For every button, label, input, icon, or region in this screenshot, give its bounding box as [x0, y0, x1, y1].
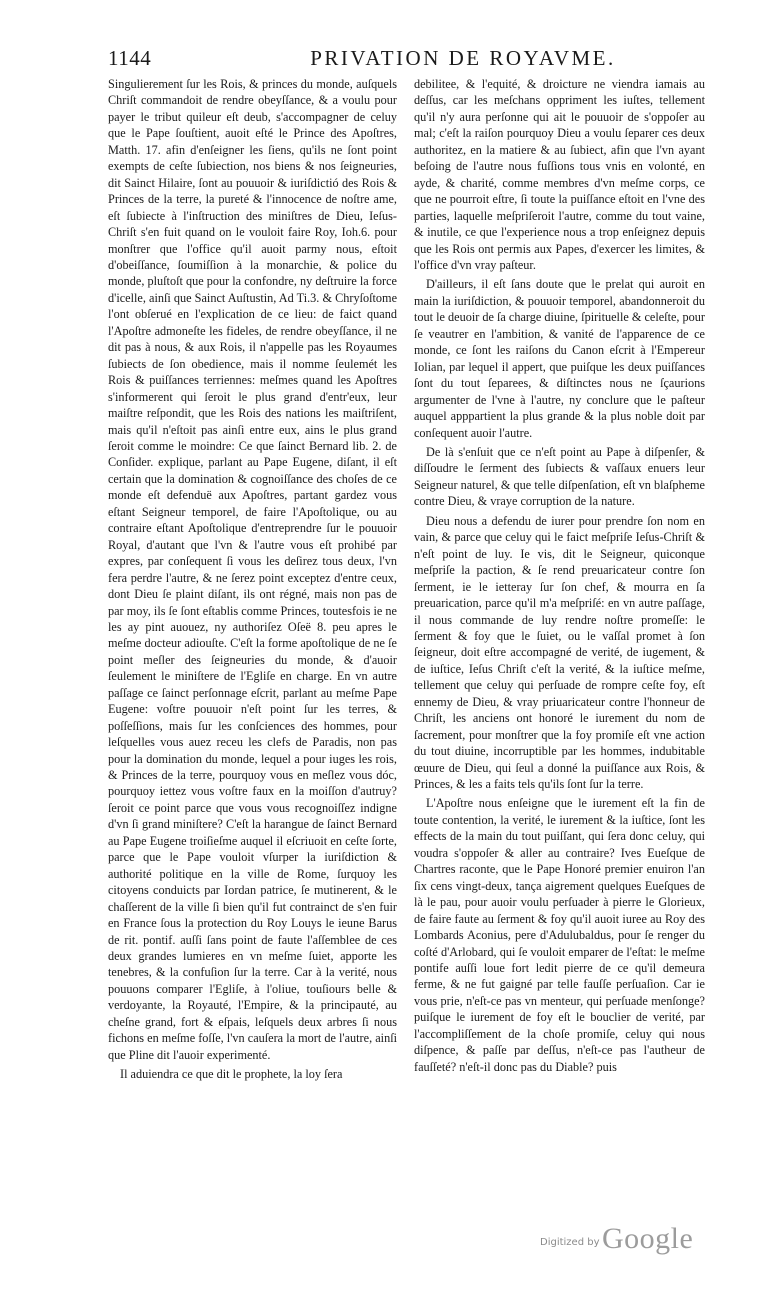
- paragraph: Dieu nous a defendu de iurer pour prendre ſon nom en vain, & parce que celuy qui le faict meſpriſe Ieſus-Chriſt & n'eſt point de luy. Ie vis, dit le Seigneur, quiconque meſpriſe la paction, & ſe rend preuaricateur contre ſon ſerment, ie le ietteray ſur ſon chef, & mourra en ſa preuarication, parce qu'il m'a meſpriſé: en vn autre paſſage, il nous commande de luy rendre noſtre promeſſe: le ſerment & foy que le ſuiet, ou le vaſſal promet à ſon ſeigneur, doit eſtre accompagné de verité, de iugement, & de iuſtice, Ieſus Chriſt c'eſt la verité, & la iuſtice meſme, tellement que celuy qui perſuade de rompre ceſte foy, eſt ennemy de Dieu, & vray priuaricateur contre l'honneur de Chriſt, les anciens ont honoré le iurement du nom de ſacrement, pour monſtrer que la foy promiſe eſt vne action du tout diuine, incorruptible par les hommes, indubitable œuure de Dieu, qui ſeul a donné la puiſſance aux Rois, & Princes, & les a faits tels qu'ils ſont ſur la terre.: [414, 513, 705, 792]
- right-column: [414, 76, 705, 1216]
- google-logo: Google: [602, 1222, 694, 1255]
- paragraph: D'ailleurs, il eſt ſans doute que le prelat qui auroit en main la iuriſdiction, & pouuoir temporel, abandonneroit du tout le deuoir de ſa charge diuine, ſpirituelle & celeſte, pour ſe veautrer en l'ambition, & vanité de l'apparence de ce monde, ce ſont les raiſons du Canon eſcrit à l'Empereur Iolian, par lequel il appert, que puiſque les deux puiſſances ſont du tout ſeparees, & diſtinctes nous ne ſçaurions argumenter de l'vne à l'autre, ny conclure que le paſteur auquel apppartient la plus grande & la plus noble doit par conſequent auoir l'autre.: [414, 277, 705, 440]
- digitization-stamp: [540, 1222, 710, 1262]
- left-column: [108, 76, 397, 1216]
- running-title: PRIVATION DE ROYAVME.: [310, 46, 616, 70]
- digitized-by-label: Digitized by: [540, 1237, 600, 1248]
- paragraph: debilitee, & l'equité, & droicture ne viendra iamais au deſſus, car les meſchans oppriment les iuſtes, tellement qu'il n'y aura perſonne qui ait le pouuoir de s'oppoſer au mal; c'eſt la raiſon pourquoy Dieu a voulu ſeparer ces deux authoritez, en la matiere & au ſubiect, afin que l'vn ayant beſoing de l'autre nous fuſſions tous vnis en volonté, en ayde, & charité, comme membres d'vn meſme corps, ce que ne pourroit eſtre, ſi toute la puiſſance eſtoit en l'vne des parties, laquelle meſpriſeroit l'autre, comme du tout vaine, & inutile, ce que l'experience nous a trop enſeignez depuis que les Rois ont permis aux Papes, d'exercer les limites, & l'office d'vn vray paſteur.: [414, 77, 705, 272]
- paragraph: Il aduiendra ce que dit le prophete, la loy ſera: [120, 1067, 343, 1082]
- page-header: [108, 46, 708, 76]
- paragraph: L'Apoſtre nous enſeigne que le iurement eſt la fin de toute contention, la verité, le iurement & la iuſtice, ſont les effects de la main du tout puiſſant, qui ſera donc celuy, qui voudra s'oppoſer & aller au contraire? Ives Eueſque de Chartres raconte, que le Pape Honoré premier enuiron l'an ſix cens vingt-deux, tança aigrement quelques Eueſques de là le pau, pour auoir voulu perſuader à pierre le Glorieux, de faire faute au ſerment & foy qu'il auoit iuree au Roy des Lombards Aconius, pere d'Adulubaldus, pour ſe renger du coſté d'Arlobard, qui ſe vouloit emparer de l'eſtat: le meſme pontife auſſi loue fort ledit pierre de ce qu'il demeura ferme, & ne fut gaigné par telle fauſſe perſuaſion. Car ie vous prie, n'eſt-ce pas vn menteur, qui perſuade menſonge? puiſque le iurement de foy eſt le bouclier de verité, par l'accompliſſement de la choſe promiſe, celuy qui nous diſpence, & paſſe par deſſus, n'eſt-ce pas l'autheur de fauſſeté? n'eſt-il donc pas du Diable? puis: [414, 796, 705, 1074]
- paragraph: Singulierement ſur les Rois, & princes du monde, auſquels Chriſt commandoit de rendre obeyſſance, & a voulu pour payer le tribut quileur eſt deub, s'accompagner de celuy que le Pape ſouſtient, auoit eſté le Prince des Apoſtres, Matth. 17. afin d'enſeigner les ſiens, qu'ils ne ſont point exempts de ceſte ſubiection, nos biens & nos ſeigneuries, dit Sainct Hilaire, ſont au pouuoir & iuriſdictió des Rois & Princes de la terre, la pureté & l'innocence de noſtre ame, eſt ſubiecte à l'inſtruction des miniſtres de Dieu, Ieſus-Chriſt s'en fuit quand on le vouloit faire Roy, Ioh.6. pour monſtrer que l'office qu'il auoit parmy nous, eſtoit d'obeiſſance, ſoumiſſion à la monarchie, & police du monde, pluſtoſt que pour la confondre, ny deſtruire la force d'icelle, ainſi que Sainct Auſtustin, Ad Ti.3. & Chryſoſtome l'ont obſerué en l'explication de ce lieu: de faict quand l'Apoſtre admoneſte les fideles, de rendre obeyſſance, il ne dit pas à nous, & aux Rois, il n'appelle pas les Royaumes ſubiects de ſon obedience, mais il nomme ſeulemét les Rois & puiſſances terriennes: meſmes quand les Apoſtres s'informerent qui ſeroit le plus grand d'entr'eux, leur maiſtre reſpondit, que les Rois des nations les maiſtriſent, mais qu'il n'eſtoit pas ainſi entre eux, ains le plus grand ſeroit comme le moindre: Ce que ſainct Bernard lib. 2. de Conſider. explique, parlant au Pape Eugene, diſant, il eſt certain que la domination & cognoiſſance des choſes de ce monde eſt defenduë aux Apoſtres, partant gardez vous eſtant Seigneur temporel, de faire l'Apoſtolique, ou au contraire eſtant Apoſtolique d'entreprendre ſur le pouuoir Royal, d'autant que l'vn & l'autre vous eſt prohibé par expres, par conſequent ſi vous les deſirez tous deux, l'vn fera perdre l'autre, & ne ſerez point exceptez d'entre ceux, dont Dieu ſe plaint diſant, ils ont régné, mais non pas de par moy, ils ſe ſont eſtablis comme Princes, toutesfois ie ne les ay pint auouez, ny authoriſez Oſeë 8. peu apres le meſme docteur adiouſte. C'eſt la forme apoſtolique de ne ſe point meſler des ſeigneuries du monde, & d'auoir ſeulement le miniſtere de l'Egliſe en charge. En vn autre paſſage ce ſainct perſonnage eſcrit, parlant au meſme Pape Eugene: voſtre pouuoir n'eſt point ſur les terres, & poſſeſſions, mais ſur les conſciences des hommes, pour leſquelles vous auez receu les clefs de Paradis, non pas pour la domination du monde, lequel a pour iuges les rois, & Princes de la terre, pourquoy vous en meſlez vous dóc, pourquoy iettez vous voſtre faux en la moiſſon d'autruy? ſeroit ce point parce que vous vous recognoiſſez indigne d'vn ſi grand miniſtere? C'eſt la harangue de ſainct Bernard au Pape Eugene troiſieſme auquel il eſcriuoit en ceſte ſorte, parce que le Pape vouloit vſurper la iuriſdiction & authorité politique en la ville de Rome, ſurquoy les citoyens conduicts par Iordan patrice, ſe mutinerent, & le chaſſerent de la ville ſi bien qu'il fut contrainct de s'en fuir en France ſous la protection du Roy Louys le ieune Barus de rit. pontif. auſſi ſans point de faute l'aſſemblee de ces deux grandes lumieres en vn meſme ſuiet, apporte les tenebres, & la confuſion ſur la terre. Car à la verité, nous pouuons comparer l'Egliſe, à l'oliue, touſiours belle & verdoyante, la Royauté, l'Empire, & la principauté, au cheſne grand, fort & eſpais, leſquels deux arbres ſi nous fichons en meſme foſſe, l'vn cauſera la mort de l'autre, ainſi que Pline dit l'auoir experimenté.: [108, 77, 397, 1062]
- paragraph: De là s'enſuit que ce n'eſt point au Pape à diſpenſer, & diſſoudre le ſerment des ſubiects & vaſſaux enuers leur Seigneur naturel, & que telle diſpenſation, eſt vn blaſpheme contre Dieu, & vraye corruption de la nature.: [414, 444, 705, 509]
- page-number: 1144: [108, 46, 152, 70]
